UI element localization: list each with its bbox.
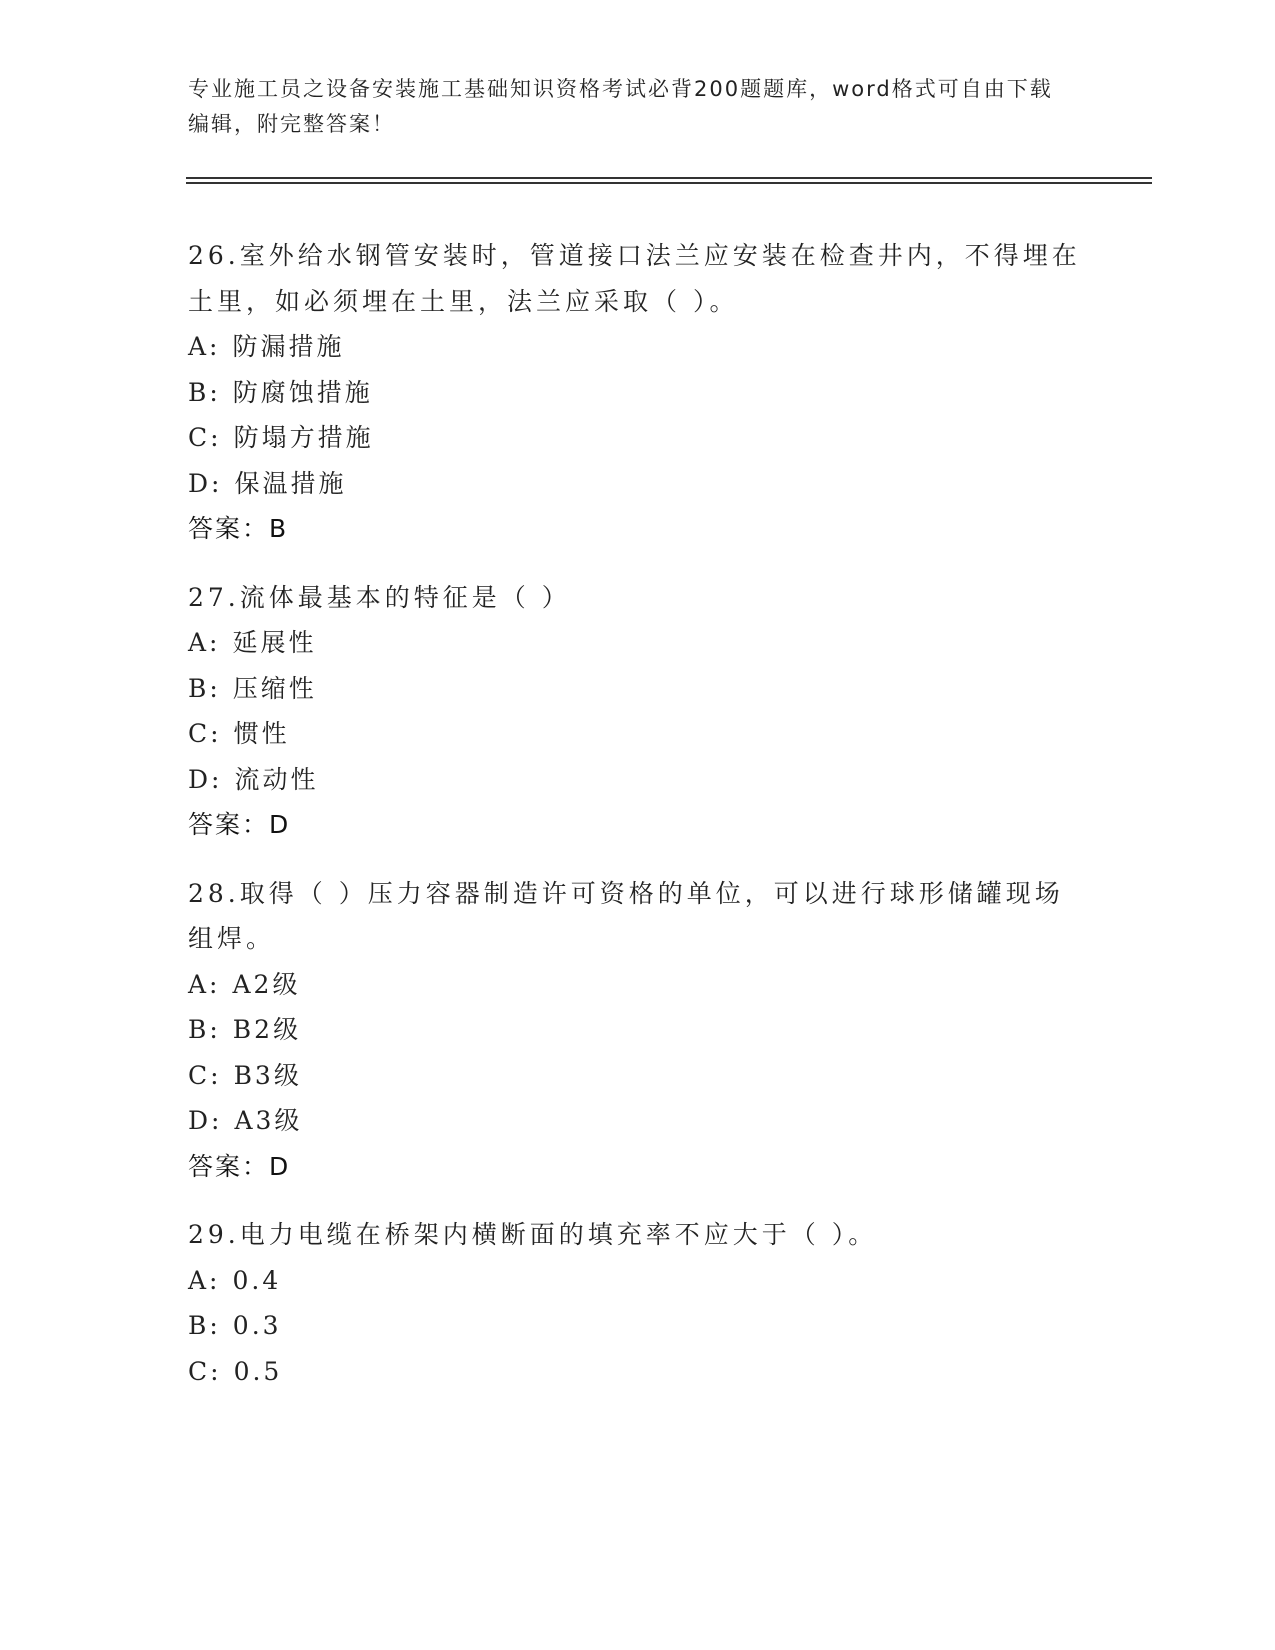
option-b — [188, 1007, 1088, 1053]
question-28 — [188, 871, 1088, 1190]
option-text: 流动性 — [234, 764, 319, 794]
question-stem: 27.流体最基本的特征是（ ） — [188, 582, 571, 612]
option-letter: A: — [188, 332, 221, 361]
option-a — [188, 620, 1088, 666]
answer-label: 答案： — [188, 810, 270, 839]
option-a — [188, 1258, 1088, 1304]
option-letter: B: — [188, 377, 221, 407]
option-d — [188, 757, 1088, 803]
option-text: 0.3 — [232, 1311, 282, 1340]
question-stem: 29.电力电缆在桥架内横断面的填充率不应大于（ ）。 — [188, 1220, 878, 1249]
option-text: 惯性 — [233, 719, 290, 748]
option-text: 保温措施 — [234, 468, 347, 498]
answer-line — [188, 1144, 1088, 1190]
option-letter: B: — [188, 1311, 221, 1340]
option-b — [188, 370, 1088, 416]
document-header: 专业施工员之设备安装施工基础知识资格考试必背200题题库，word格式可自由下载编辑，附完整答案！ — [188, 77, 1053, 136]
option-letter: C: — [188, 1356, 222, 1386]
answer-value: D — [269, 810, 291, 839]
option-letter: C: — [188, 1060, 222, 1090]
option-letter: A: — [188, 628, 221, 657]
option-text: B3级 — [233, 1060, 302, 1090]
option-d — [188, 1098, 1088, 1144]
answer-value: D — [269, 1151, 291, 1181]
question-list — [188, 233, 1088, 1417]
answer-label: 答案： — [188, 514, 270, 543]
option-letter: B: — [188, 673, 221, 703]
option-c — [188, 415, 1088, 461]
option-c — [188, 1349, 1088, 1395]
option-text: B2级 — [232, 1015, 302, 1044]
header-divider-top — [186, 177, 1152, 179]
option-letter: D: — [188, 764, 223, 794]
answer-line — [188, 506, 1088, 552]
question-26 — [188, 233, 1088, 552]
option-text: 防漏措施 — [232, 332, 345, 361]
question-27 — [188, 575, 1088, 848]
option-letter: D: — [188, 1106, 223, 1135]
answer-line — [188, 802, 1088, 848]
option-text: 压缩性 — [232, 673, 317, 703]
option-text: A2级 — [232, 969, 301, 999]
option-text: 防塌方措施 — [233, 423, 374, 452]
question-stem: 26.室外给水钢管安装时，管道接口法兰应安装在检查井内，不得埋在土里，如必须埋在土里，法兰应采取（ ）。 — [188, 241, 1081, 316]
option-letter: B: — [188, 1015, 221, 1044]
option-letter: D: — [188, 468, 223, 498]
option-c — [188, 1053, 1088, 1099]
option-a — [188, 324, 1088, 370]
answer-value: B — [269, 514, 289, 543]
header-divider-bottom — [186, 182, 1152, 184]
option-b — [188, 1303, 1088, 1349]
option-b — [188, 666, 1088, 712]
option-letter: C: — [188, 719, 222, 748]
option-letter: A: — [188, 969, 221, 999]
question-stem: 28.取得（ ）压力容器制造许可资格的单位，可以进行球形储罐现场组焊。 — [188, 878, 1064, 953]
option-letter: A: — [188, 1265, 221, 1295]
option-c — [188, 711, 1088, 757]
option-letter: C: — [188, 423, 222, 452]
answer-label: 答案： — [188, 1151, 270, 1181]
question-29 — [188, 1212, 1088, 1394]
option-d — [188, 461, 1088, 507]
option-text: 防腐蚀措施 — [232, 377, 373, 407]
option-text: 0.4 — [232, 1265, 282, 1295]
option-a — [188, 962, 1088, 1008]
option-text: 0.5 — [233, 1356, 283, 1386]
option-text: 延展性 — [232, 628, 317, 657]
option-text: A3级 — [234, 1106, 303, 1135]
